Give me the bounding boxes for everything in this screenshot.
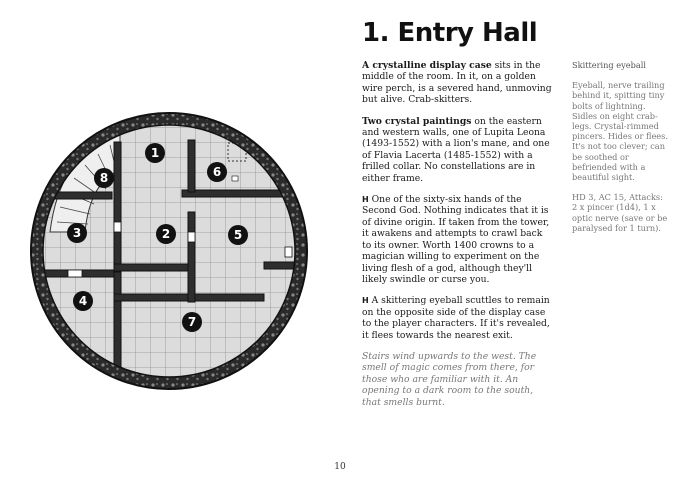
small-object [232,176,238,181]
hand-paragraph [362,194,552,285]
hand-marker-icon: H [362,195,369,205]
flavor-text: Stairs wind upwards to the west. The smell of magic comes from there, for those who are familiar with it. An opening to a dark room to the south, that smells burnt. [362,350,537,408]
paintings-paragraph [362,116,552,184]
room-label-5: 5 [233,228,243,242]
display-case-paragraph [362,60,552,106]
paintings-text: on the eastern and western walls, one of Lupita Leona (1493-1552) with a lion's mane, and one of Flavia Lacerta (1485-1552) with a frilled collar. No constellations are in either frame. [362,115,550,184]
monster-name: Skittering eyeball [572,60,646,70]
eyeball-marker-icon: H [362,296,369,306]
paintings-keyword: Two crystal paintings [362,115,472,127]
room-label-7: 7 [187,315,197,329]
page-number: 10 [334,462,346,472]
room-label-1: 1 [150,146,160,160]
dungeon-map [30,112,308,390]
room-label-4: 4 [78,294,88,308]
room-label-8: 8 [99,171,109,185]
display-case-keyword: A crystalline display case [362,60,492,71]
room-label-3: 3 [72,226,82,240]
hand-text: One of the sixty-six hands of the Second God. Nothing indicates that it is of divine origin. If taken from the tower, it awakens and attempts to crawl back to its owner. Worth 1400 crowns to a magician willing to experiment on the living flesh of a god, although they'll likely swindle or curse you. [362,194,550,285]
monster-stats: HD 3, AC 15, Attacks: 2 x pincer (1d4), 1 x optic nerve (save or be paralysed for 1 turn). [572,192,668,233]
eyeball-paragraph [362,295,552,341]
monster-description: Eyeball, nerve trailing behind it, spitting tiny bolts of lightning. Sidles on eight crab-legs. Crystal-rimmed pincers. Hides or flees. It's not too clever; can be soothed or befriended with a beautiful sight. [572,80,668,183]
main-column [362,60,552,418]
room-label-6: 6 [212,165,222,179]
eyeball-text: A skittering eyeball scuttles to remain on the opposite side of the display case to the player characters. If it's revealed, it flees towards the nearest exit. [362,295,550,341]
page-title: 1. Entry Hall [362,18,538,48]
monster-sidebar [572,60,668,243]
room-label-2: 2 [161,227,171,241]
display-case-text: sits in the middle of the room. In it, on a golden wire perch, is a severed hand, unmoving but alive. Crab-skitters. [362,60,552,106]
